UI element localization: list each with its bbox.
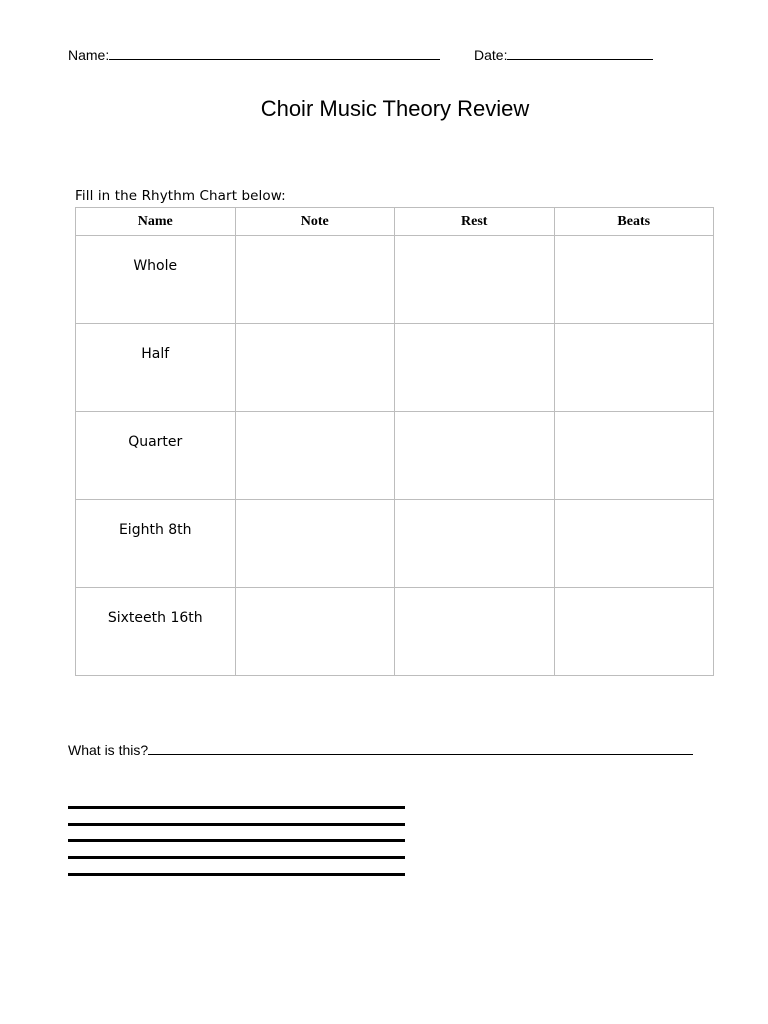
column-header-note: Note [235, 208, 395, 236]
column-header-rest: Rest [395, 208, 555, 236]
row-name-label: Quarter [128, 434, 183, 450]
staff-line [68, 823, 405, 826]
note-cell[interactable] [235, 412, 395, 500]
row-name-cell [76, 500, 236, 588]
beats-cell[interactable] [554, 588, 714, 676]
rest-cell[interactable] [395, 324, 555, 412]
rest-cell[interactable] [395, 588, 555, 676]
rest-cell[interactable] [395, 412, 555, 500]
staff-line [68, 839, 405, 842]
note-cell[interactable] [235, 500, 395, 588]
row-name-cell [76, 588, 236, 676]
question-answer-line[interactable] [148, 741, 693, 755]
note-cell[interactable] [235, 324, 395, 412]
row-name-cell [76, 412, 236, 500]
beats-cell[interactable] [554, 236, 714, 324]
row-name-cell [76, 324, 236, 412]
beats-cell[interactable] [554, 500, 714, 588]
chart-instructions: Fill in the Rhythm Chart below: [75, 188, 286, 204]
table-row [76, 324, 714, 412]
date-label: Date: [474, 47, 508, 63]
staff-line [68, 873, 405, 876]
beats-cell[interactable] [554, 324, 714, 412]
rest-cell[interactable] [395, 500, 555, 588]
table-header-row [76, 208, 714, 236]
question-label: What is this? [68, 742, 149, 758]
note-cell[interactable] [235, 588, 395, 676]
rest-cell[interactable] [395, 236, 555, 324]
row-name-label: Whole [133, 258, 178, 274]
date-blank-line[interactable] [507, 46, 653, 60]
row-name-label: Sixteeth 16th [107, 610, 203, 626]
name-label: Name: [68, 47, 110, 63]
date-field[interactable] [474, 46, 653, 64]
music-staff [68, 806, 405, 889]
table-row [76, 500, 714, 588]
table-row [76, 412, 714, 500]
note-cell[interactable] [235, 236, 395, 324]
staff-line [68, 806, 405, 809]
rhythm-chart-table [75, 207, 714, 676]
row-name-label: Eighth 8th [118, 522, 192, 538]
row-name-label: Half [141, 346, 170, 362]
staff-line [68, 856, 405, 859]
page-title: Choir Music Theory Review [260, 96, 530, 121]
name-field[interactable] [68, 46, 440, 64]
beats-cell[interactable] [554, 412, 714, 500]
column-header-beats: Beats [554, 208, 714, 236]
column-header-name: Name [76, 208, 236, 236]
table-row [76, 236, 714, 324]
name-blank-line[interactable] [109, 46, 440, 60]
row-name-cell [76, 236, 236, 324]
question-field[interactable] [68, 741, 693, 759]
table-row [76, 588, 714, 676]
